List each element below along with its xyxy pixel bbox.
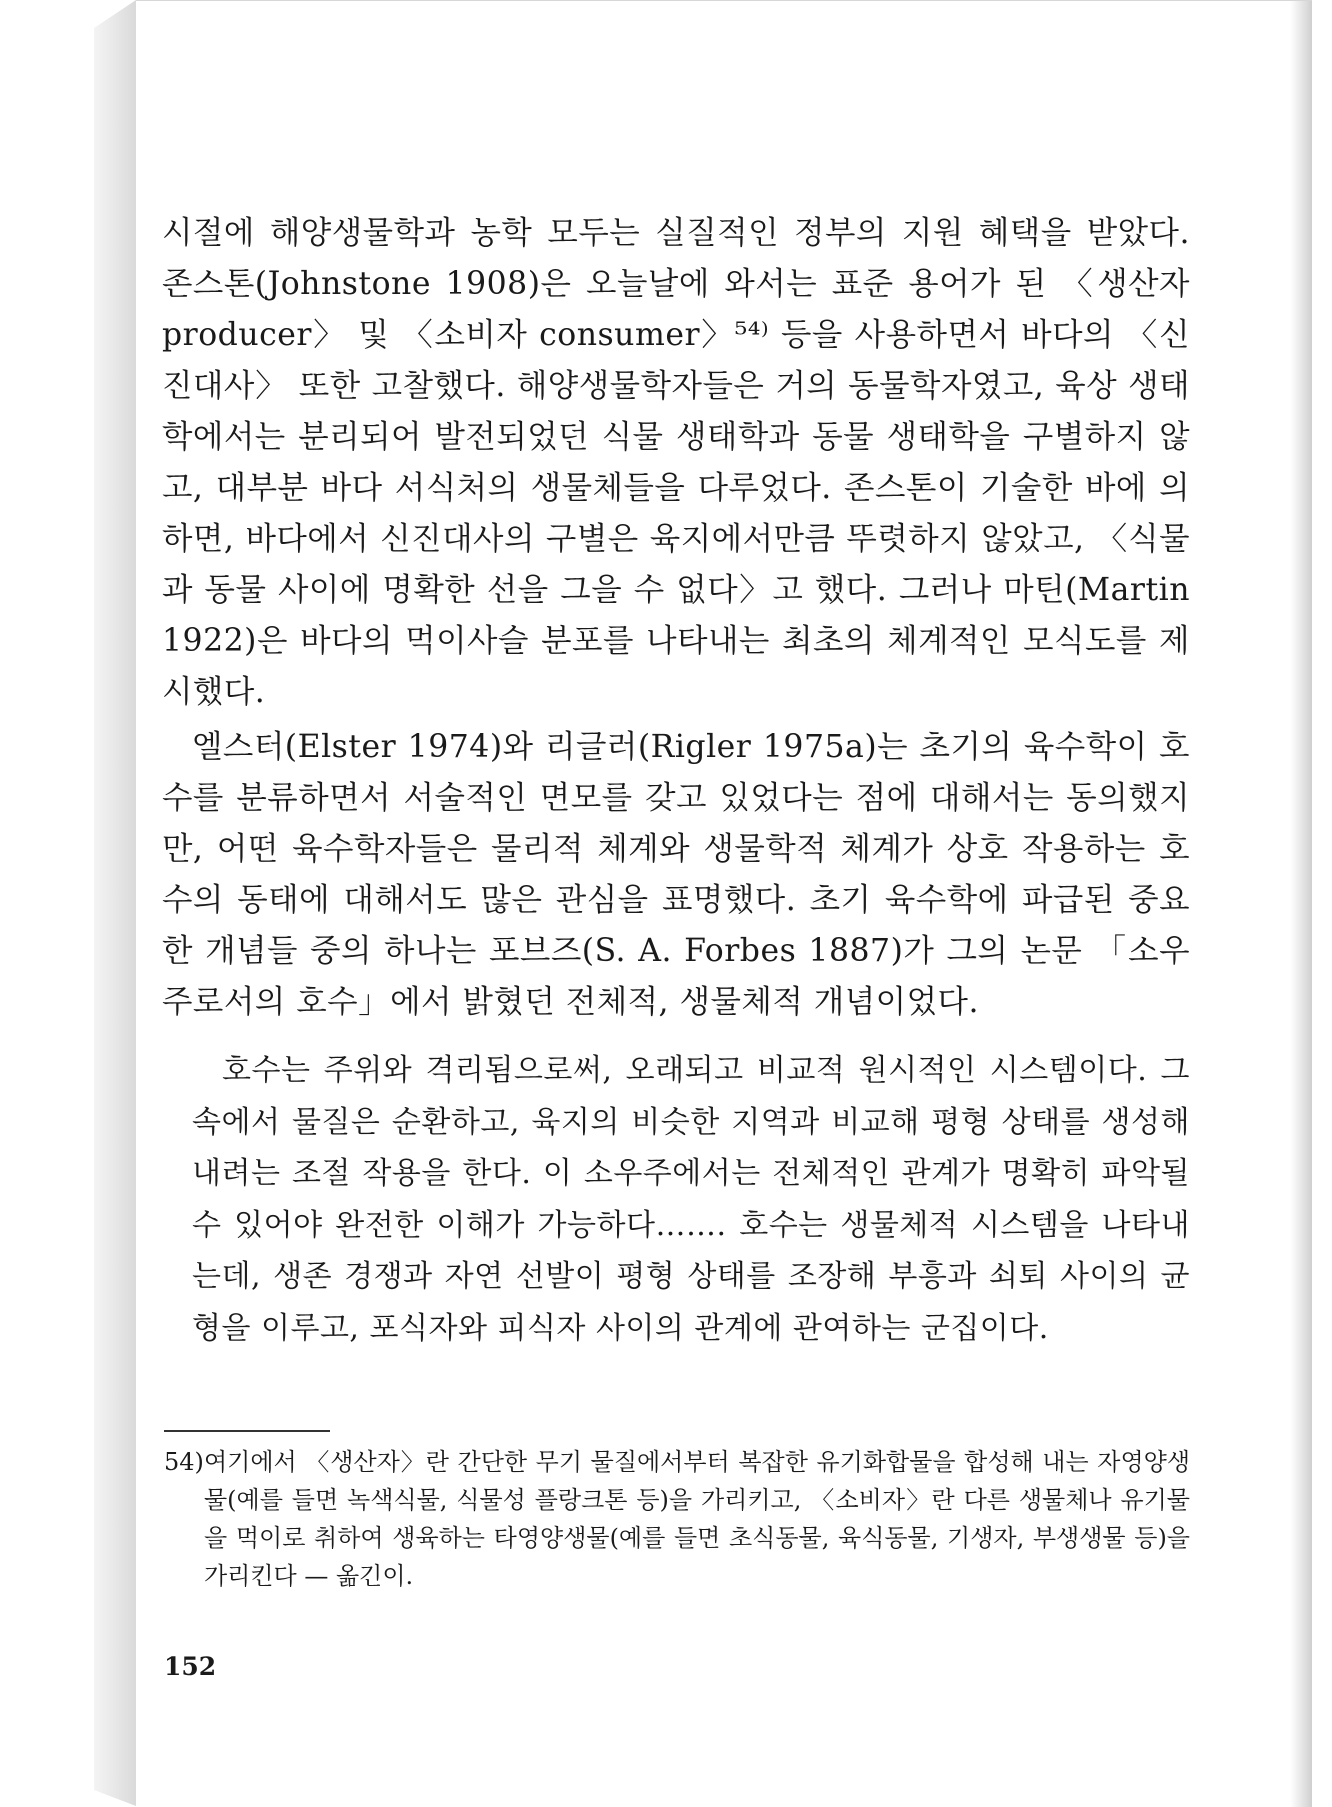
page-right-shadow bbox=[1290, 1, 1312, 1807]
body-paragraph-2: 엘스터(Elster 1974)와 리글러(Rigler 1975a)는 초기의 육수학이 호수를 분류하면서 서술적인 면모를 갖고 있었다는 점에 대해서는 동의했지만, 어떤 육수학자들은 물리적 체계와 생물학적 체계가 상호 작용하는 호수의 동태에 대해서도 많은 관심을 표명했다. 초기 육수학에 파급된 중요한 개념들 중의 하나는 포브즈(S. A. Forbes 1887)가 그의 논문 「소우주로서의 호수」에서 밝혔던 전체적, 생물체적 개념이었다. bbox=[162, 729, 1190, 1020]
quote-text: 호수는 주위와 격리됨으로써, 오래되고 비교적 원시적인 시스템이다. 그 속에서 물질은 순환하고, 육지의 비슷한 지역과 비교해 평형 상태를 생성해 내려는 조절 작용을 한다. 이 소우주에서는 전체적인 관계가 명확히 파악될 수 있어야 완전한 이해가 가능하다……. 호수는 생물체적 시스템을 나타내는데, 생존 경쟁과 자연 선발이 평형 상태를 조장해 부흥과 쇠퇴 사이의 균형을 이루고, 포식자와 피식자 사이의 관계에 관여하는 군집이다. bbox=[192, 1053, 1190, 1346]
footnote-divider bbox=[164, 1430, 330, 1432]
page-number: 152 bbox=[164, 1652, 217, 1681]
footnote-number: 54) bbox=[164, 1448, 204, 1476]
book-spine-line bbox=[94, 0, 137, 1806]
body-paragraph-1: 시절에 해양생물학과 농학 모두는 실질적인 정부의 지원 혜택을 받았다. 존스톤(Johnstone 1908)은 오늘날에 와서는 표준 용어가 된 〈생산자 producer〉 및 〈소비자 consumer〉⁵⁴⁾ 등을 사용하면서 바다의 〈신진대사〉 또한 고찰했다. 해양생물학자들은 거의 동물학자였고, 육상 생태학에서는 분리되어 발전되었던 식물 생태학과 동물 생태학을 구별하지 않고, 대부분 바다 서식처의 생물체들을 다루었다. 존스톤이 기술한 바에 의하면, 바다에서 신진대사의 구별은 육지에서만큼 뚜렷하지 않았고, 〈식물과 동물 사이에 명확한 선을 그을 수 없다〉고 했다. 그러나 마틴(Martin 1922)은 바다의 먹이사슬 분포를 나타내는 최초의 체계적인 모식도를 제시했다. bbox=[162, 215, 1190, 710]
body-text bbox=[162, 208, 1190, 1028]
block-quote bbox=[192, 1045, 1190, 1354]
footnote bbox=[164, 1443, 1190, 1595]
footnote-text: 여기에서 〈생산자〉란 간단한 무기 물질에서부터 복잡한 유기화합물을 합성해 내는 자영양생물(예를 들면 녹색식물, 식물성 플랑크톤 등)을 가리키고, 〈소비자〉란 다른 생물체나 유기물을 먹이로 취하여 생육하는 타영양생물(예를 들면 초식동물, 육식동물, 기생자, 부생생물 등)을 가리킨다 — 옮긴이. bbox=[204, 1448, 1190, 1590]
